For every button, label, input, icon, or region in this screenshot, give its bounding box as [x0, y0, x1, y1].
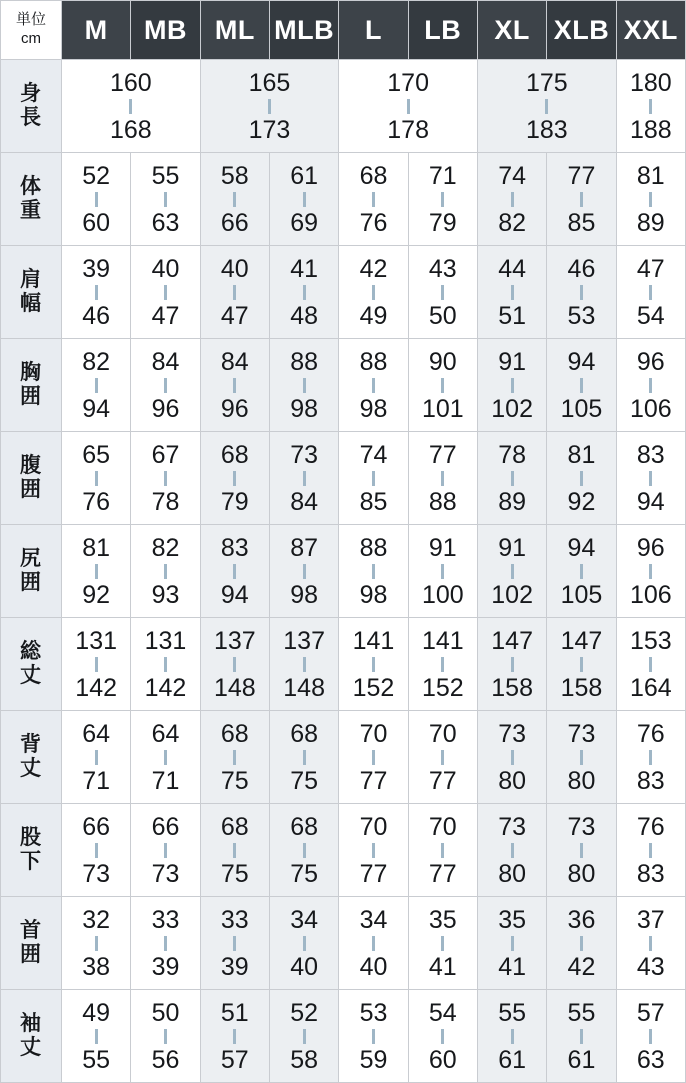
range-bar-icon: [441, 192, 444, 207]
size-header-m: M: [62, 1, 131, 60]
table-row: [1, 432, 686, 525]
row-label-char: 囲: [20, 385, 42, 408]
size-header-l: L: [339, 1, 408, 60]
range-bar-icon: [580, 285, 583, 300]
cell-chest-xl: 91 102: [477, 339, 546, 432]
cell-sleeve-lb: 54 60: [408, 990, 477, 1083]
cell-weight-l: 68 76: [339, 153, 408, 246]
range-bar-icon: [95, 285, 98, 300]
range-bar-icon: [164, 1029, 167, 1044]
cell-weight-m: 52 60: [62, 153, 131, 246]
range-bar-icon: [441, 750, 444, 765]
row-label-shoulder: [1, 246, 62, 339]
row-label-char: 身: [20, 82, 42, 106]
range-bar-icon: [580, 657, 583, 672]
cell-chest-l: 88 98: [339, 339, 408, 432]
cell-hip-ml: 83 94: [200, 525, 269, 618]
range-bar-icon: [164, 192, 167, 207]
cell-height-m-mb: 160 168: [62, 60, 201, 153]
range-bar-icon: [164, 564, 167, 579]
cell-chest-ml: 84 96: [200, 339, 269, 432]
row-label-char: 首: [20, 919, 42, 943]
cell-sleeve-mb: 50 56: [131, 990, 200, 1083]
cell-neck-mb: 33 39: [131, 897, 200, 990]
range-bar-icon: [233, 378, 236, 393]
cell-neck-l: 34 40: [339, 897, 408, 990]
range-bar-icon: [649, 378, 652, 393]
cell-sleeve-l: 53 59: [339, 990, 408, 1083]
range-bar-icon: [441, 285, 444, 300]
cell-neck-m: 32 38: [62, 897, 131, 990]
size-header-xl: XL: [477, 1, 546, 60]
cell-neck-lb: 35 41: [408, 897, 477, 990]
row-label-neck: [1, 897, 62, 990]
range-bar-icon: [441, 1029, 444, 1044]
table-row: [1, 618, 686, 711]
range-bar-icon: [233, 936, 236, 951]
size-header-mlb: MLB: [269, 1, 338, 60]
cell-back-length-xl: 73 80: [477, 711, 546, 804]
range-bar-icon: [233, 843, 236, 858]
row-label-char: 丈: [20, 757, 42, 780]
row-label-total-length: [1, 618, 62, 711]
cell-hip-xl: 91 102: [477, 525, 546, 618]
range-bar-icon: [511, 378, 514, 393]
cell-inseam-mb: 66 73: [131, 804, 200, 897]
cell-waist-ml: 68 79: [200, 432, 269, 525]
range-bar-icon: [649, 285, 652, 300]
range-bar-icon: [580, 471, 583, 486]
range-bar-icon: [95, 192, 98, 207]
range-bar-icon: [164, 936, 167, 951]
size-header-mb: MB: [131, 1, 200, 60]
size-header-xlb: XLB: [547, 1, 616, 60]
range-bar-icon: [441, 936, 444, 951]
table-row: [1, 153, 686, 246]
cell-weight-xl: 74 82: [477, 153, 546, 246]
cell-shoulder-mb: 40 47: [131, 246, 200, 339]
cell-height-xl-xlb: 175 183: [477, 60, 616, 153]
range-bar-icon: [511, 936, 514, 951]
range-bar-icon: [164, 657, 167, 672]
cell-waist-m: 65 76: [62, 432, 131, 525]
range-bar-icon: [372, 378, 375, 393]
row-label-sleeve: [1, 990, 62, 1083]
cell-chest-xxl: 96 106: [616, 339, 685, 432]
cell-sleeve-xl: 55 61: [477, 990, 546, 1083]
range-bar-icon: [372, 192, 375, 207]
range-bar-icon: [95, 657, 98, 672]
range-bar-icon: [95, 564, 98, 579]
cell-neck-xxl: 37 43: [616, 897, 685, 990]
row-label-char: 幅: [20, 292, 42, 315]
cell-shoulder-ml: 40 47: [200, 246, 269, 339]
range-bar-icon: [511, 657, 514, 672]
range-bar-icon: [95, 378, 98, 393]
range-bar-icon: [303, 657, 306, 672]
cell-total-length-ml: 137 148: [200, 618, 269, 711]
cell-weight-ml: 58 66: [200, 153, 269, 246]
row-label-char: 腹: [20, 454, 42, 478]
range-bar-icon: [372, 1029, 375, 1044]
range-bar-icon: [95, 750, 98, 765]
cell-back-length-lb: 70 77: [408, 711, 477, 804]
range-bar-icon: [303, 843, 306, 858]
row-label-back-length: [1, 711, 62, 804]
range-bar-icon: [233, 564, 236, 579]
cell-total-length-lb: 141 152: [408, 618, 477, 711]
cell-shoulder-xl: 44 51: [477, 246, 546, 339]
cell-back-length-l: 70 77: [339, 711, 408, 804]
cell-chest-mlb: 88 98: [269, 339, 338, 432]
range-bar-icon: [511, 750, 514, 765]
range-bar-icon: [407, 99, 410, 114]
range-bar-icon: [372, 936, 375, 951]
range-bar-icon: [372, 750, 375, 765]
range-bar-icon: [95, 1029, 98, 1044]
cell-back-length-mb: 64 71: [131, 711, 200, 804]
range-bar-icon: [580, 843, 583, 858]
range-bar-icon: [649, 192, 652, 207]
range-bar-icon: [649, 657, 652, 672]
unit-label-line1: 単位: [15, 11, 46, 29]
range-bar-icon: [511, 1029, 514, 1044]
cell-weight-lb: 71 79: [408, 153, 477, 246]
row-label-char: 下: [20, 850, 42, 873]
cell-hip-l: 88 98: [339, 525, 408, 618]
cell-shoulder-l: 42 49: [339, 246, 408, 339]
cell-chest-m: 82 94: [62, 339, 131, 432]
row-label-char: 股: [20, 826, 42, 850]
table-row: [1, 804, 686, 897]
range-bar-icon: [511, 564, 514, 579]
row-label-char: 尻: [20, 547, 42, 571]
cell-chest-lb: 90 101: [408, 339, 477, 432]
range-bar-icon: [303, 378, 306, 393]
unit-label-line2: cm: [21, 30, 41, 47]
range-bar-icon: [441, 657, 444, 672]
table-row: [1, 525, 686, 618]
row-label-char: 丈: [20, 664, 42, 687]
range-bar-icon: [580, 564, 583, 579]
table-row: [1, 60, 686, 153]
cell-waist-xl: 78 89: [477, 432, 546, 525]
range-bar-icon: [129, 99, 132, 114]
cell-shoulder-m: 39 46: [62, 246, 131, 339]
range-bar-icon: [164, 285, 167, 300]
size-header-ml: ML: [200, 1, 269, 60]
range-bar-icon: [511, 843, 514, 858]
cell-weight-xlb: 77 85: [547, 153, 616, 246]
range-bar-icon: [649, 471, 652, 486]
cell-waist-mb: 67 78: [131, 432, 200, 525]
range-bar-icon: [441, 564, 444, 579]
size-header-xxl: XXL: [616, 1, 685, 60]
row-label-char: 囲: [20, 943, 42, 966]
cell-hip-mlb: 87 98: [269, 525, 338, 618]
row-label-char: 胸: [20, 361, 42, 385]
table-row: [1, 897, 686, 990]
range-bar-icon: [649, 843, 652, 858]
cell-back-length-xxl: 76 83: [616, 711, 685, 804]
row-label-char: 長: [20, 106, 42, 129]
cell-back-length-xlb: 73 80: [547, 711, 616, 804]
cell-neck-ml: 33 39: [200, 897, 269, 990]
cell-inseam-xl: 73 80: [477, 804, 546, 897]
cell-hip-mb: 82 93: [131, 525, 200, 618]
cell-sleeve-m: 49 55: [62, 990, 131, 1083]
row-label-waist: [1, 432, 62, 525]
cell-shoulder-xlb: 46 53: [547, 246, 616, 339]
cell-weight-mlb: 61 69: [269, 153, 338, 246]
range-bar-icon: [233, 285, 236, 300]
row-label-char: 丈: [20, 1036, 42, 1059]
range-bar-icon: [511, 471, 514, 486]
row-label-inseam: [1, 804, 62, 897]
row-label-char: 囲: [20, 571, 42, 594]
cell-sleeve-xlb: 55 61: [547, 990, 616, 1083]
cell-shoulder-lb: 43 50: [408, 246, 477, 339]
cell-back-length-m: 64 71: [62, 711, 131, 804]
cell-height-ml-mlb: 165 173: [200, 60, 339, 153]
range-bar-icon: [233, 471, 236, 486]
range-bar-icon: [649, 99, 652, 114]
cell-waist-xxl: 83 94: [616, 432, 685, 525]
cell-weight-xxl: 81 89: [616, 153, 685, 246]
range-bar-icon: [164, 843, 167, 858]
cell-inseam-mlb: 68 75: [269, 804, 338, 897]
cell-total-length-xxl: 153 164: [616, 618, 685, 711]
row-label-height: [1, 60, 62, 153]
range-bar-icon: [649, 1029, 652, 1044]
range-bar-icon: [441, 471, 444, 486]
cell-hip-m: 81 92: [62, 525, 131, 618]
size-header-lb: LB: [408, 1, 477, 60]
table-row: [1, 990, 686, 1083]
range-bar-icon: [303, 1029, 306, 1044]
table-body: [1, 60, 686, 1083]
cell-hip-xxl: 96 106: [616, 525, 685, 618]
cell-total-length-m: 131 142: [62, 618, 131, 711]
range-bar-icon: [95, 936, 98, 951]
range-bar-icon: [441, 378, 444, 393]
table-header: [1, 1, 686, 60]
range-bar-icon: [303, 471, 306, 486]
cell-neck-mlb: 34 40: [269, 897, 338, 990]
range-bar-icon: [649, 750, 652, 765]
range-bar-icon: [268, 99, 271, 114]
range-bar-icon: [372, 843, 375, 858]
range-bar-icon: [372, 657, 375, 672]
range-bar-icon: [649, 936, 652, 951]
range-bar-icon: [580, 936, 583, 951]
range-bar-icon: [580, 1029, 583, 1044]
cell-weight-mb: 55 63: [131, 153, 200, 246]
cell-hip-xlb: 94 105: [547, 525, 616, 618]
cell-waist-l: 74 85: [339, 432, 408, 525]
row-label-char: 袖: [20, 1012, 42, 1036]
range-bar-icon: [372, 564, 375, 579]
table-row: [1, 246, 686, 339]
cell-total-length-l: 141 152: [339, 618, 408, 711]
range-bar-icon: [545, 99, 548, 114]
range-bar-icon: [303, 192, 306, 207]
cell-inseam-lb: 70 77: [408, 804, 477, 897]
range-bar-icon: [233, 750, 236, 765]
row-label-char: 体: [20, 175, 42, 199]
cell-inseam-ml: 68 75: [200, 804, 269, 897]
range-bar-icon: [95, 471, 98, 486]
cell-back-length-ml: 68 75: [200, 711, 269, 804]
cell-inseam-xxl: 76 83: [616, 804, 685, 897]
cell-chest-xlb: 94 105: [547, 339, 616, 432]
range-bar-icon: [580, 192, 583, 207]
cell-shoulder-mlb: 41 48: [269, 246, 338, 339]
range-bar-icon: [372, 285, 375, 300]
cell-sleeve-ml: 51 57: [200, 990, 269, 1083]
cell-back-length-mlb: 68 75: [269, 711, 338, 804]
cell-inseam-l: 70 77: [339, 804, 408, 897]
range-bar-icon: [164, 471, 167, 486]
cell-total-length-mlb: 137 148: [269, 618, 338, 711]
cell-total-length-xl: 147 158: [477, 618, 546, 711]
table-row: [1, 339, 686, 432]
header-row: [1, 1, 686, 60]
cell-total-length-xlb: 147 158: [547, 618, 616, 711]
row-label-char: 肩: [20, 268, 42, 292]
range-bar-icon: [649, 564, 652, 579]
row-label-char: 囲: [20, 478, 42, 501]
cell-waist-xlb: 81 92: [547, 432, 616, 525]
cell-sleeve-xxl: 57 63: [616, 990, 685, 1083]
range-bar-icon: [303, 564, 306, 579]
cell-inseam-xlb: 73 80: [547, 804, 616, 897]
row-label-hip: [1, 525, 62, 618]
cell-inseam-m: 66 73: [62, 804, 131, 897]
range-bar-icon: [511, 285, 514, 300]
cell-neck-xl: 35 41: [477, 897, 546, 990]
unit-header-cell: [1, 1, 62, 60]
range-bar-icon: [303, 750, 306, 765]
row-label-chest: [1, 339, 62, 432]
cell-sleeve-mlb: 52 58: [269, 990, 338, 1083]
range-bar-icon: [164, 750, 167, 765]
range-bar-icon: [95, 843, 98, 858]
table-row: [1, 711, 686, 804]
cell-hip-lb: 91 100: [408, 525, 477, 618]
cell-height-l-lb: 170 178: [339, 60, 478, 153]
cell-shoulder-xxl: 47 54: [616, 246, 685, 339]
range-bar-icon: [441, 843, 444, 858]
cell-chest-mb: 84 96: [131, 339, 200, 432]
row-label-char: 総: [20, 640, 42, 664]
cell-waist-lb: 77 88: [408, 432, 477, 525]
range-bar-icon: [511, 192, 514, 207]
cell-waist-mlb: 73 84: [269, 432, 338, 525]
range-bar-icon: [303, 936, 306, 951]
row-label-weight: [1, 153, 62, 246]
row-label-char: 背: [20, 733, 42, 757]
cell-neck-xlb: 36 42: [547, 897, 616, 990]
row-label-char: 重: [20, 199, 42, 222]
range-bar-icon: [233, 657, 236, 672]
cell-height-xxl: 180 188: [616, 60, 685, 153]
range-bar-icon: [580, 378, 583, 393]
range-bar-icon: [164, 378, 167, 393]
range-bar-icon: [233, 1029, 236, 1044]
range-bar-icon: [580, 750, 583, 765]
cell-total-length-mb: 131 142: [131, 618, 200, 711]
range-bar-icon: [372, 471, 375, 486]
range-bar-icon: [303, 285, 306, 300]
range-bar-icon: [233, 192, 236, 207]
